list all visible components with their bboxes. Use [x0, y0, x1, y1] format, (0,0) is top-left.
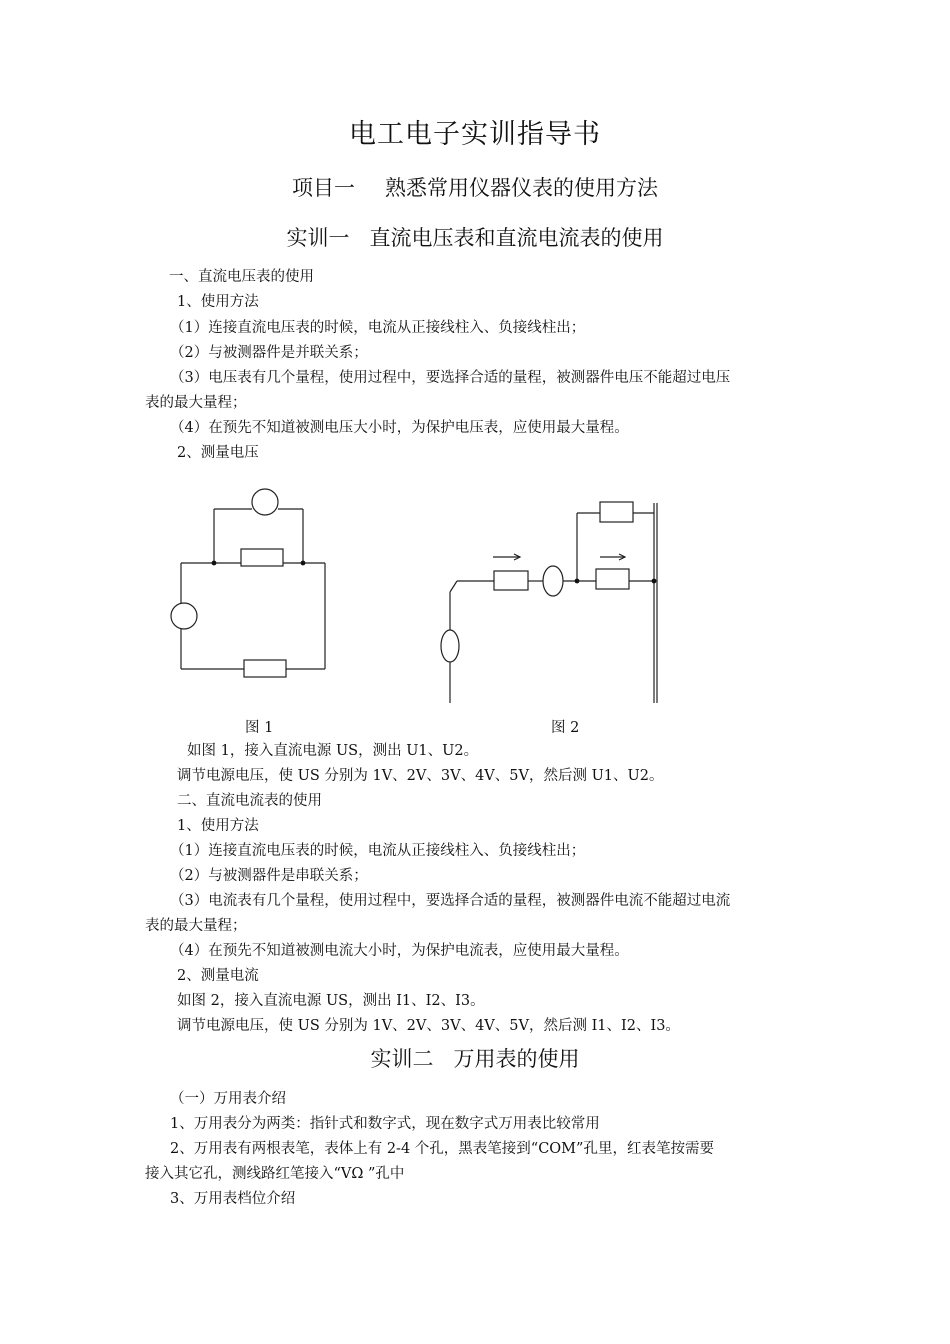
s1-heading: 一、直流电压表的使用 [169, 269, 314, 285]
s2-q1: 如图 2，接入直流电源 US，测出 I1、I2、I3。 [177, 993, 485, 1009]
figure1-caption: 图 1 [245, 720, 274, 736]
s1-p1: （1）连接直流电压表的时候，电流从正接线柱入、负接线柱出； [170, 320, 586, 336]
current-source-ellipse [441, 630, 459, 662]
training1-label: 实训一 [286, 226, 350, 250]
project-name: 熟悉常用仪器仪表的使用方法 [385, 176, 658, 200]
s2-p4: （4）在预先不知道被测电流大小时，为保护电流表，应使用最大量程。 [170, 943, 629, 959]
s3-heading: （一）万用表介绍 [170, 1091, 286, 1107]
ammeter-ellipse [543, 566, 563, 596]
s2-p3a: （3）电流表有几个量程，使用过程中，要选择合适的量程，被测器件电流不能超过电流 [170, 893, 731, 909]
training2-name: 万用表的使用 [453, 1047, 580, 1071]
voltage-source-circle [171, 603, 197, 629]
s1-p2: （2）与被测器件是并联关系； [170, 345, 368, 361]
s3-p2a: 2、万用表有两根表笔，表体上有 2-4 个孔，黑表笔接到“COM”孔里，红表笔按需要 [170, 1141, 714, 1157]
training2-heading [0, 1043, 950, 1073]
s3-p2b: 接入其它孔，测线路红笔接入“VΩ ”孔中 [145, 1166, 405, 1182]
training2-label: 实训二 [370, 1047, 434, 1071]
resistor-r4 [600, 502, 633, 522]
resistor-r2 [244, 660, 286, 677]
s1-p3a: （3）电压表有几个量程，使用过程中，要选择合适的量程，被测器件电压不能超过电压 [170, 370, 731, 386]
s2-heading: 二、直流电流表的使用 [177, 793, 322, 809]
figure1-circuit [171, 489, 325, 677]
junction-dot [652, 579, 657, 584]
s2-q2: 调节电源电压，使 US 分别为 1V、2V、3V、4V、5V，然后测 I1、I2、I3。 [177, 1018, 680, 1034]
s2-p1: （1）连接直流电压表的时候，电流从正接线柱入、负接线柱出； [170, 843, 586, 859]
figure2-circuit [441, 502, 657, 703]
junction-dot [575, 579, 580, 584]
s2-measure: 2、测量电流 [177, 968, 259, 984]
training1-name: 直流电压表和直流电流表的使用 [369, 226, 664, 250]
s1b-q1: 如图 1，接入直流电源 US，测出 U1、U2。 [187, 743, 479, 759]
junction-dot [212, 561, 217, 566]
s1-method: 1、使用方法 [177, 294, 259, 310]
s1-p4: （4）在预先不知道被测电压大小时，为保护电压表，应使用最大量程。 [170, 420, 629, 436]
resistor-r3 [494, 571, 528, 590]
s3-p1: 1、万用表分为两类：指针式和数字式，现在数字式万用表比较常用 [170, 1116, 600, 1132]
s2-method: 1、使用方法 [177, 818, 259, 834]
document-title: 电工电子实训指导书 [349, 119, 601, 150]
resistor-r1 [241, 549, 283, 566]
project-label: 项目一 [292, 176, 355, 200]
figure2-caption: 图 2 [551, 720, 580, 736]
s3-p3: 3、万用表档位介绍 [170, 1191, 296, 1207]
s1b-q2: 调节电源电压，使 US 分别为 1V、2V、3V、4V、5V，然后测 U1、U2。 [177, 768, 664, 784]
s2-p2: （2）与被测器件是串联关系； [170, 868, 368, 884]
s2-p3b: 表的最大量程； [145, 918, 247, 934]
s1-measure: 2、测量电压 [177, 445, 259, 461]
resistor-r5 [596, 569, 629, 589]
s1-p3b: 表的最大量程； [145, 395, 247, 411]
junction-dot [301, 561, 306, 566]
voltmeter-circle [252, 489, 278, 515]
